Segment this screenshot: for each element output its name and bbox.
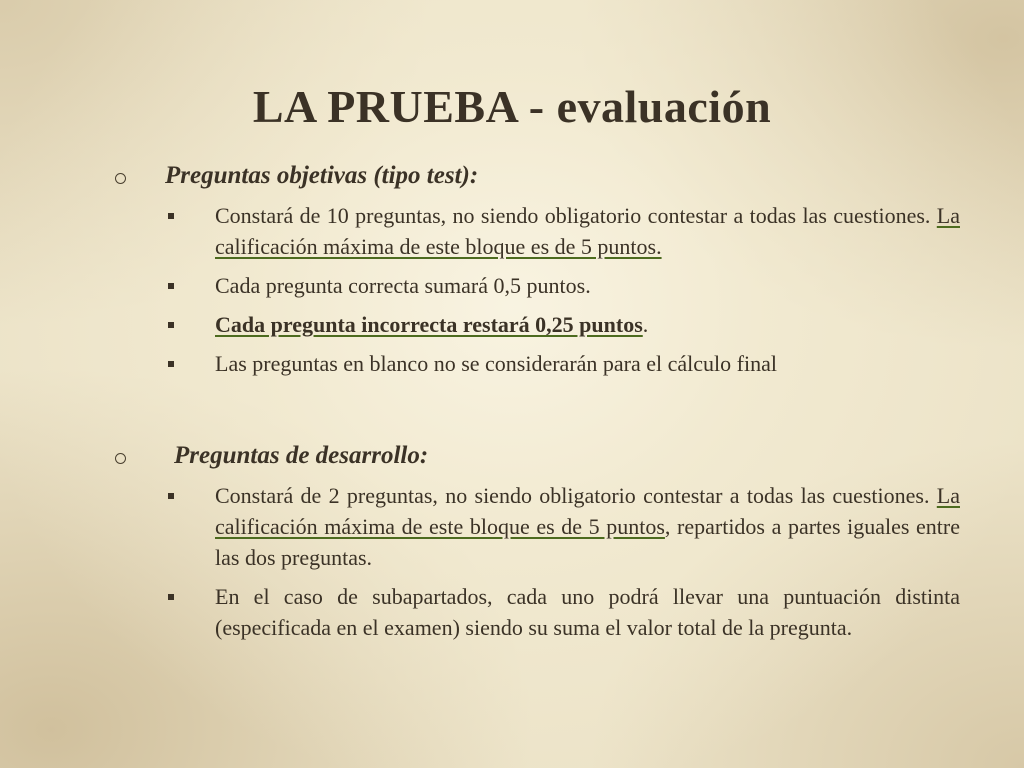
ring-bullet-icon xyxy=(115,453,126,464)
list-item xyxy=(110,200,970,262)
slide-title: LA PRUEBA - evaluación xyxy=(252,81,772,132)
list-item xyxy=(110,309,970,340)
list-item xyxy=(110,348,970,379)
bullet-text-suffix: . xyxy=(642,312,649,337)
bullet-text: Las preguntas en blanco no se considerarán para el cálculo final xyxy=(215,351,777,376)
section-heading: Preguntas de desarrollo: xyxy=(174,442,429,469)
bullet-list xyxy=(110,200,970,379)
bullet-bold-underlined-text: Cada pregunta incorrecta restará 0,25 puntos xyxy=(215,312,643,337)
bullet-text: Constará de 2 preguntas, no siendo obligatorio contestar a todas las cuestiones. xyxy=(215,483,937,508)
list-item xyxy=(110,270,970,301)
section-heading-row xyxy=(110,160,970,196)
list-item xyxy=(110,581,970,643)
bullet-list xyxy=(110,480,970,643)
square-bullet-icon xyxy=(168,361,174,367)
square-bullet-icon xyxy=(168,594,174,600)
section-development-questions xyxy=(110,440,970,651)
bullet-underlined-text: La calificación máxima de este bloque es de 5 puntos xyxy=(215,483,960,539)
square-bullet-icon xyxy=(168,493,174,499)
square-bullet-icon xyxy=(168,283,174,289)
section-heading-row xyxy=(110,440,970,476)
section-objective-questions xyxy=(110,160,970,387)
list-item xyxy=(110,480,970,573)
square-bullet-icon xyxy=(168,213,174,219)
square-bullet-icon xyxy=(168,322,174,328)
bullet-text: Cada pregunta correcta sumará 0,5 puntos. xyxy=(215,273,591,298)
bullet-underlined-text: La calificación máxima de este bloque es de 5 puntos. xyxy=(215,203,960,259)
bullet-text: Constará de 10 preguntas, no siendo obligatorio contestar a todas las cuestiones. xyxy=(215,203,937,228)
ring-bullet-icon xyxy=(115,173,126,184)
section-heading: Preguntas objetivas (tipo test): xyxy=(165,162,479,189)
bullet-text: En el caso de subapartados, cada uno podrá llevar una puntuación distinta (especificada en el examen) siendo su suma el valor total de la pregunta. xyxy=(215,584,960,640)
bullet-text-suffix: , repartidos a partes iguales entre las dos preguntas. xyxy=(215,514,960,570)
